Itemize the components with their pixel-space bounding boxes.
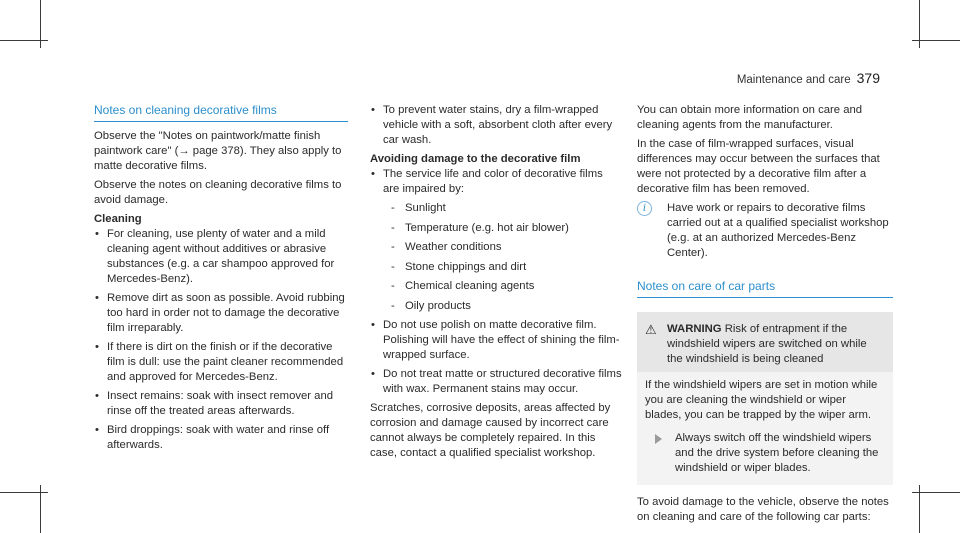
list-item: • Do not treat matte or structured decorative films with wax. Permanent stains may occur. xyxy=(370,367,622,397)
list-item: • If there is dirt on the finish or if the decorative film is dull: use the paint cleaner recommended and approved for Mercedes-Benz. xyxy=(94,340,348,385)
warning-body xyxy=(637,372,893,485)
page-number: 379 xyxy=(856,70,880,86)
warning-description: If the windshield wipers are set in motion while you are cleaning the windshield or wiper blades, you can be trapped by the wiper arm. xyxy=(645,379,878,421)
warning-triangle-icon: ⚠ xyxy=(645,322,657,337)
section-name: Maintenance and care xyxy=(736,74,851,86)
list-item xyxy=(370,167,622,314)
list-item: • Bird droppings: soak with water and rinse off afterwards. xyxy=(94,423,348,453)
warning-text: Risk of entrapment if the windshield wipers are switched on while the windshield is being cleaned xyxy=(667,323,867,365)
warning-box xyxy=(637,312,893,485)
subheading-cleaning: Cleaning xyxy=(94,213,142,225)
crop-mark xyxy=(912,492,960,493)
dash-item: - Oily products xyxy=(383,299,622,314)
list-item: • To prevent water stains, dry a film-wrapped vehicle with a soft, absorbent cloth after every car wash. xyxy=(370,103,622,148)
dash-item: - Stone chippings and dirt xyxy=(383,260,622,275)
crop-mark xyxy=(0,492,48,493)
warning-label: WARNING xyxy=(667,323,722,335)
warning-action xyxy=(645,431,885,476)
list-continued xyxy=(370,103,622,148)
section-title-cleaning-films: Notes on cleaning decorative films xyxy=(94,103,348,122)
list-item: • Do not use polish on matte decorative film. Polishing will have the effect of shining the film-wrapped surface. xyxy=(370,318,622,363)
info-note xyxy=(637,201,893,261)
list-item-text: The service life and color of decorative films are impaired by: xyxy=(383,168,603,195)
column-1 xyxy=(94,103,348,457)
info-icon: i xyxy=(637,201,652,216)
list-item: • For cleaning, use plenty of water and a mild cleaning agent without additives or abrasive substances (e.g. a car shampoo approved for Mercedes-Benz). xyxy=(94,227,348,287)
paragraph: You can obtain more information on care and cleaning agents from the manufacturer. xyxy=(637,104,863,131)
action-text: Always switch off the windshield wipers and the drive system before cleaning the windshield or wiper blades. xyxy=(675,432,879,474)
list-item: • Insect remains: soak with insect remover and rinse off the treated areas afterwards. xyxy=(94,389,348,419)
subheading-avoiding-damage: Avoiding damage to the decorative film xyxy=(370,153,581,165)
paragraph: Observe the "Notes on paintwork/matte finish paintwork care" (→ page 378). They also apply to matte decorative films. xyxy=(94,130,342,172)
paragraph: To avoid damage to the vehicle, observe the notes on cleaning and care of the following car parts: xyxy=(637,496,889,523)
column-2 xyxy=(370,103,622,465)
crop-mark xyxy=(912,40,960,41)
warning-header xyxy=(637,312,893,372)
dash-item: - Chemical cleaning agents xyxy=(383,279,622,294)
paragraph: In the case of film-wrapped surfaces, visual differences may occur between the surfaces that were not protected by a decorative film after a decorative film has been removed. xyxy=(637,138,880,195)
dash-item: - Sunlight xyxy=(383,201,622,216)
list-item: • Remove dirt as soon as possible. Avoid rubbing too hard in order not to damage the decorative film irreparably. xyxy=(94,291,348,336)
note-text: Have work or repairs to decorative films carried out at a qualified specialist workshop (e.g. at an authorized Mercedes-Benz Center). xyxy=(667,202,889,259)
column-3 xyxy=(637,103,893,529)
damage-list xyxy=(370,167,622,397)
impairment-list xyxy=(383,201,622,314)
dash-item: - Weather conditions xyxy=(383,240,622,255)
paragraph: Observe the notes on cleaning decorative films to avoid damage. xyxy=(94,179,342,206)
page-header xyxy=(737,71,880,88)
cleaning-list xyxy=(94,227,348,453)
crop-mark xyxy=(0,40,48,41)
arrow-right-icon xyxy=(655,434,662,444)
section-title-car-parts: Notes on care of car parts xyxy=(637,279,893,298)
dash-item: - Temperature (e.g. hot air blower) xyxy=(383,221,622,236)
paragraph: Scratches, corrosive deposits, areas affected by corrosion and damage caused by incorrect care cannot always be completely repaired. In this case, contact a qualified specialist workshop. xyxy=(370,402,611,459)
